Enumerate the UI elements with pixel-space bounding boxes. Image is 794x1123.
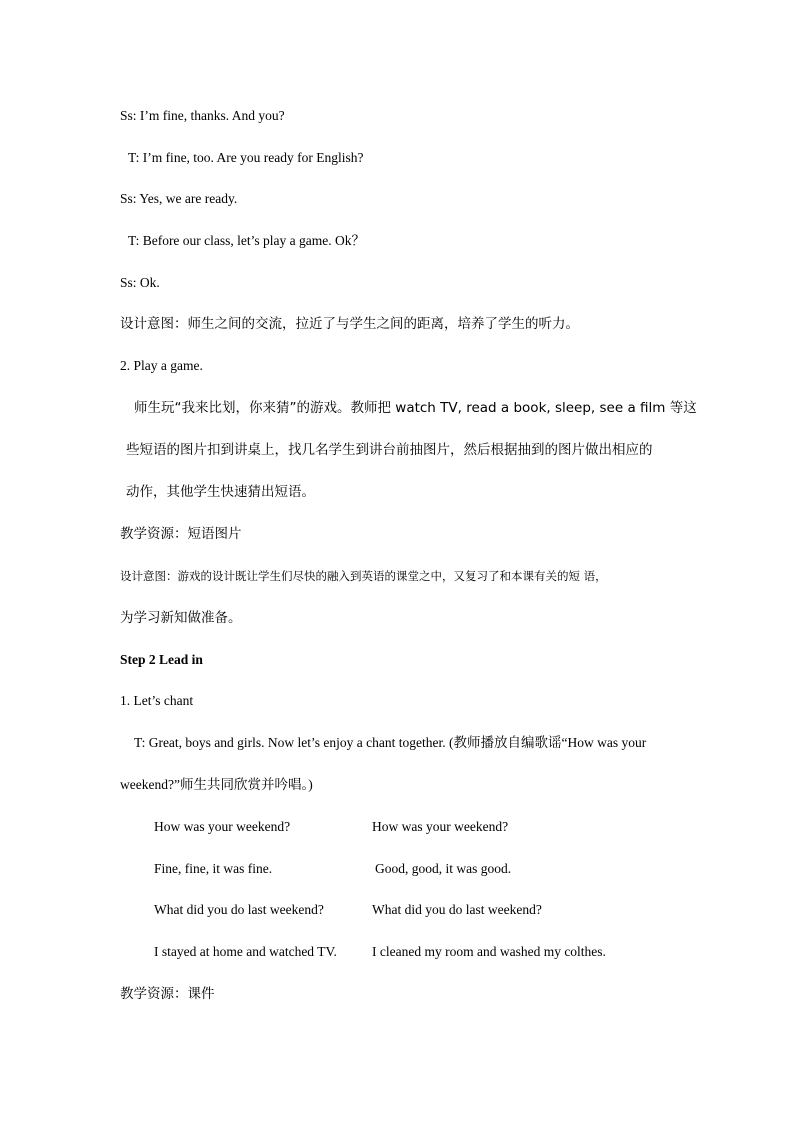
section-heading: 2. Play a game.: [120, 358, 203, 373]
chant-line-left: I stayed at home and watched TV.: [154, 944, 337, 959]
paragraph-line: weekend?”师生共同欣赏并吟唱。): [120, 777, 313, 792]
design-intent: 设计意图：游戏的设计既让学生们尽快的融入到英语的课堂之中，又复习了和本课有关的短 语，: [120, 569, 607, 583]
dialogue-line: T: Before our class, let’s play a game. Ok？: [128, 233, 366, 248]
paragraph-line: 些短语的图片扣到讲桌上，找几名学生到讲台前抽图片，然后根据抽到的图片做出相应的: [126, 442, 653, 458]
chant-line-right: How was your weekend?: [372, 819, 509, 834]
teaching-resource: 教学资源：课件: [120, 986, 215, 1002]
paragraph-line: 动作，其他学生快速猜出短语。: [126, 484, 315, 500]
design-intent: 设计意图：师生之间的交流，拉近了与学生之间的距离，培养了学生的听力。: [120, 316, 579, 332]
step-heading: Step 2 Lead in: [120, 652, 203, 667]
chant-line-left: What did you do last weekend?: [154, 902, 324, 917]
chant-line-right: Good, good, it was good.: [375, 861, 512, 876]
section-heading: 1. Let’s chant: [120, 693, 194, 708]
chant-line-left: Fine, fine, it was fine.: [154, 861, 273, 876]
dialogue-line: Ss: Yes, we are ready.: [120, 191, 238, 206]
chant-line-right: I cleaned my room and washed my colthes.: [372, 944, 606, 959]
paragraph-line: 师生玩“我来比划，你来猜”的游戏。教师把 watch TV, read a book, sleep, see a film 等这: [134, 400, 697, 416]
chant-line-left: How was your weekend?: [154, 819, 291, 834]
dialogue-line: Ss: Ok.: [120, 275, 160, 290]
dialogue-line: T: I’m fine, too. Are you ready for English?: [128, 150, 364, 165]
chant-line-right: What did you do last weekend?: [372, 902, 542, 917]
design-intent: 为学习新知做准备。: [120, 610, 242, 626]
teaching-resource: 教学资源：短语图片: [120, 526, 242, 542]
paragraph-line: T: Great, boys and girls. Now let’s enjoy a chant together. (教师播放自编歌谣“How was your: [134, 735, 647, 750]
dialogue-line: Ss: I’m fine, thanks. And you?: [120, 108, 285, 123]
